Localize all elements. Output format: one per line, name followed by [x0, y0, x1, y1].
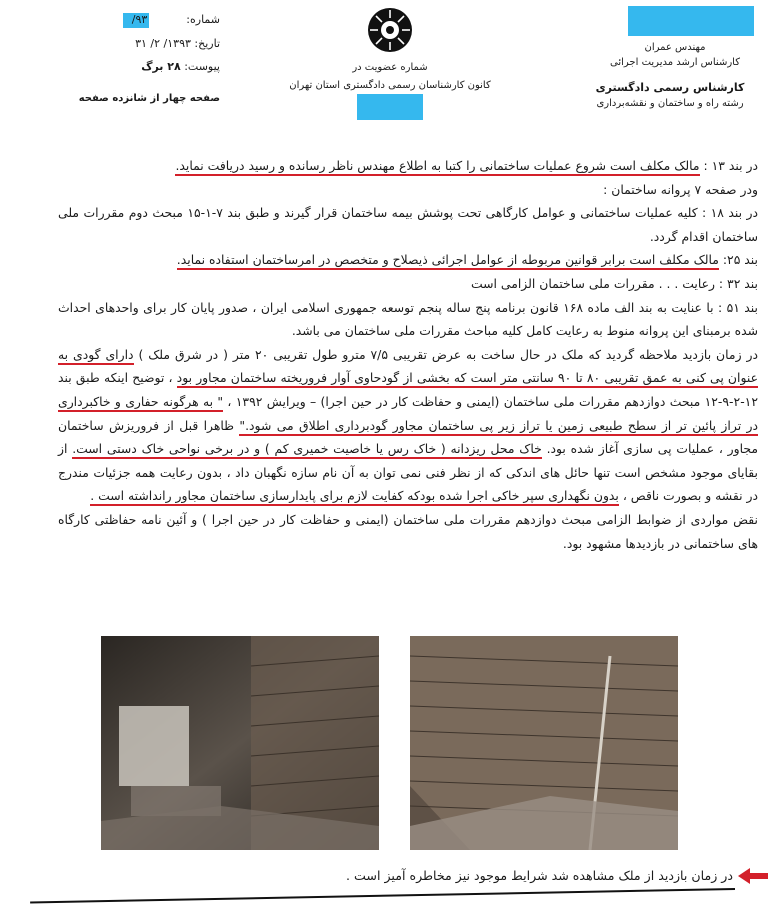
- page-of: صفحه چهار از شانزده صفحه: [78, 93, 220, 104]
- engineer-title: مهندس عمران: [644, 42, 706, 53]
- attachment-line: [88, 60, 220, 73]
- expert-field: رشته راه و ساختمان و نقشه‌برداری: [596, 98, 744, 109]
- engineer-block: [600, 40, 750, 70]
- paragraph-6: بند ۵۱ : با عنایت به بند الف ماده ۱۶۸ قانون برنامه پنج ساله پنجم توسعه جمهوری اسلامی ایران ، صدور پایان کار برای واحدهای احداث شده برمبنای این پروانه منوط به رعایت کامل کلیه مباحث مقررات ملی ساختمان می باشد.: [58, 299, 758, 339]
- emblem-logo: [366, 6, 414, 54]
- underlined-4: " به هرگونه حفاری و خاکبرداری در تراز پائین تر از سطح طبیعی زمین یا تراز زیر پی ساختمان مجاور گودبرداری اطلاق می شود.": [58, 394, 758, 436]
- underlined-5: خاک محل ریزدانه ( خاک رس یا خاصیت خمیری کم ) و در برخی نواحی خاک دستی است.: [72, 441, 542, 459]
- redaction-name: [628, 6, 754, 36]
- engineer-subtitle: کارشناس ارشد مدیریت اجرائی: [610, 57, 740, 68]
- underlined-1: مالک مکلف است شروع عملیات ساختمانی را کتبا به اطلاع مهندس ناظر رسانده و رسید دریافت نماید.: [175, 158, 699, 176]
- paragraph-2: ودر صفحه ۷ پروانه ساختمان :: [603, 181, 758, 197]
- number-line: [88, 13, 220, 26]
- site-photo-right: [410, 636, 678, 850]
- arrow-icon: [738, 868, 768, 884]
- paragraph-4: بند ۲۵: مالک مکلف است برابر قوانین مربوطه از عوامل اجرائی ذیصلاح و متخصص در امرساختمان استفاده نماید.: [58, 248, 758, 272]
- underlined-6: بدون نگهداری سپر خاکی اجرا شده بودکه کفایت لازم برای پایدارسازی ساختمان مجاور رانداشته است .: [90, 488, 619, 506]
- underlined-2: مالک مکلف است برابر قوانین مربوطه از عوامل اجرائی ذیصلاح و متخصص در امرساختمان استفاده نماید.: [177, 252, 719, 270]
- org-caption-2: کانون کارشناسان رسمی دادگستری استان تهران: [289, 80, 491, 91]
- expert-title: کارشناس رسمی دادگستری: [595, 81, 745, 94]
- letter-body: [58, 154, 758, 555]
- org-caption-1: شماره عضویت در: [352, 62, 428, 73]
- site-photo-left: [101, 636, 379, 850]
- date-label: تاریخ:: [194, 37, 220, 50]
- attachment-value: ۲۸ برگ: [141, 60, 181, 73]
- redaction-member: [357, 94, 423, 120]
- footer-underline: [30, 888, 735, 904]
- date-value: ۱۳۹۳/ ۲/ ۳۱: [135, 37, 191, 50]
- number-value: ۹۳/: [131, 13, 148, 26]
- expert-block: [580, 80, 760, 111]
- paragraph-7: در زمان بازدید ملاحظه گردید که ملک در حال ساخت به عرض تقریبی ۷/۵ مترو طول تقریبی ۲۰ متر ( در شرق ملک ) دارای گودی به عنوان پی کنی به عمق تقریبی ۸۰ تا ۹۰ سانتی متر است که بخشی از گودحاوی آوار فروریخته ساختمان مجاور بود ، توضیح اینکه طبق بند ۱۲-۲-۹-۱۲ مبحث دوازدهم مقررات ملی ساختمان (ایمنی و حفاظت کار در حین اجرا) – ویرایش ۱۳۹۲ ، " به هرگونه حفاری و خاکبرداری در تراز پائین تر از سطح طبیعی زمین یا تراز زیر پی ساختمان مجاور گودبرداری اطلاق می شود." ظاهرا قبل از فروریزش ساختمان مجاور ، عملیات پی سازی آغاز شده بود. خاک محل ریزدانه ( خاک رس یا خاصیت خمیری کم ) و در برخی نواحی خاک دستی است. از بقایای موجود مشخص است تنها حائل های اندکی که از نظر فنی نمی توان به آن نام سازه نگهبان داد ، بدون رعایت همه جزئیات مندرج در نقشه و بصورت ناقص ، بدون نگهداری سپر خاکی اجرا شده بودکه کفایت لازم برای پایدارسازی ساختمان مجاور رانداشته است .: [58, 343, 758, 508]
- underlined-3: دارای گودی به عنوان پی کنی به عمق تقریبی ۸۰ تا ۹۰ سانتی متر است که بخشی از گودحاوی آوار فروریخته ساختمان مجاور بود: [58, 347, 758, 389]
- footer-text: در زمان بازدید از ملک مشاهده شد شرایط موجود نیز مخاطره آمیز است .: [346, 868, 733, 883]
- paragraph-1: در بند ۱۳ : مالک مکلف است شروع عملیات ساختمانی را کتبا به اطلاع مهندس ناظر رسانده و رسید دریافت نماید.: [58, 154, 758, 178]
- paragraph-8: نقض مواردی از ضوابط الزامی مبحث دوازدهم مقررات ملی ساختمان (ایمنی و حفاظت کار در حین اجرا ) و آئین نامه حفاظتی کارگاه های ساختمانی در بازدیدها مشهود بود.: [58, 511, 758, 551]
- attachment-label: پیوست:: [184, 60, 220, 73]
- date-line: [88, 37, 220, 50]
- paragraph-5: بند ۳۲ : رعایت . . . مقررات ملی ساختمان الزامی است: [470, 275, 758, 291]
- paragraph-3: در بند ۱۸ : کلیه عملیات ساختمانی و عوامل کارگاهی تحت پوشش بیمه ساختمان قرار گیرند و طبق بند ۷-۱-۱۵ مبحث دوم مقررات ملی ساختمان اقدام گردد.: [58, 205, 758, 244]
- number-label: شماره:: [186, 13, 220, 26]
